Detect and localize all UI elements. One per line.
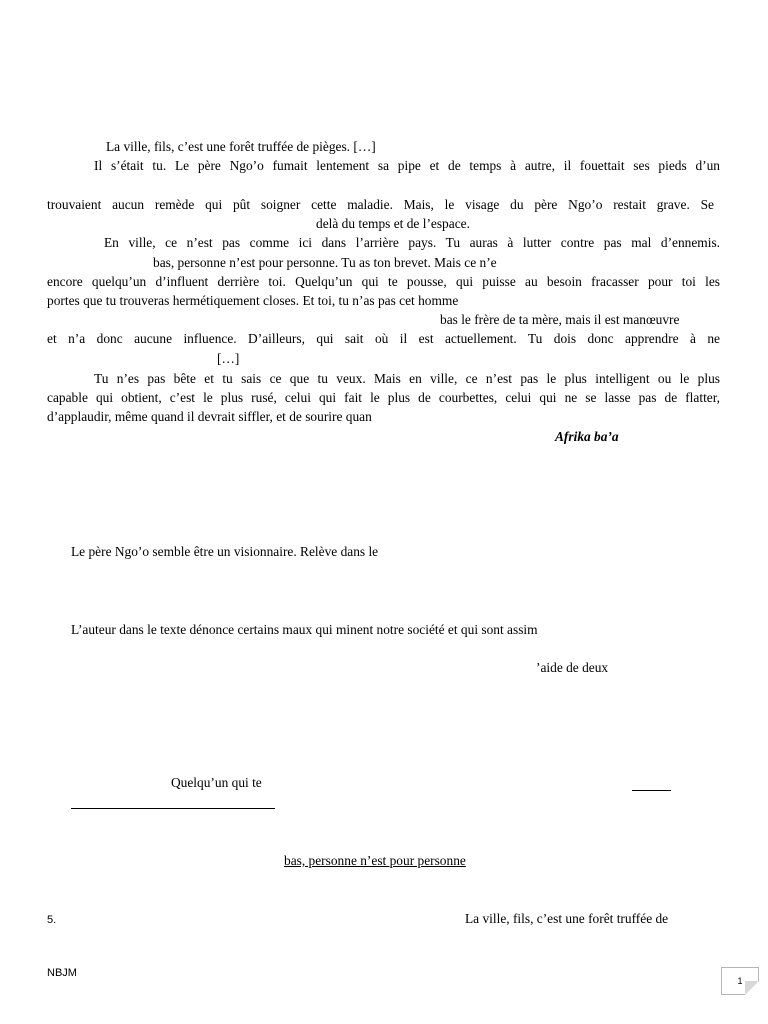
passage-line: d’applaudir, même quand il devrait siffler, et de sourire quan	[47, 409, 372, 424]
question-1: Le père Ngo’o semble être un visionnaire. Relève dans le	[71, 544, 379, 559]
passage-line: La ville, fils, c’est une forêt truffée de pièges. […]	[106, 139, 376, 154]
passage-line: bas, personne n’est pour personne. Tu as ton brevet. Mais ce n’e	[153, 255, 497, 270]
passage-line: En ville, ce n’est pas comme ici dans l’arrière pays. Tu auras à lutter contre pas mal d’ennemis.	[104, 235, 720, 250]
passage-line: trouvaient aucun remède qui pût soigner cette maladie. Mais, le visage du père Ngo’o restait grave. Se	[47, 197, 714, 212]
question-5-number: 5.	[47, 914, 57, 926]
passage-line: capable qui obtient, c’est le plus rusé, celui qui fait le plus de courbettes, celui qui ne se lasse pas de flatter,	[47, 390, 720, 405]
question-2-continuation: ’aide de deux	[536, 660, 609, 675]
passage-line: encore quelqu’un d’influent derrière toi. Quelqu’un qui te pousse, qui puisse au besoin fracasser pour toi les	[47, 274, 720, 289]
page-number: 1	[737, 976, 743, 986]
passage-line: et n’a donc aucune influence. D’ailleurs, qui sait où il est actuellement. Tu dois donc apprendre à ne	[47, 331, 720, 346]
passage-line: delà du temps et de l’espace.	[316, 216, 470, 231]
passage-line: Il s’était tu. Le père Ngo’o fumait lentement sa pipe et de temps à autre, il fouettait ses pieds d’un	[94, 158, 720, 173]
question-3: Quelqu’un qui te	[171, 775, 262, 790]
page-number-box	[721, 967, 759, 995]
question-5: La ville, fils, c’est une forêt truffée de	[465, 911, 669, 926]
passage-line: portes que tu trouveras hermétiquement closes. Et toi, tu n’as pas cet homme	[47, 293, 459, 308]
footer-label: NBJM	[47, 967, 77, 979]
answer-blank-line	[71, 808, 275, 809]
passage-source: Afrika ba’a	[555, 429, 619, 444]
passage-line: […]	[217, 351, 240, 366]
answer-blank-line	[632, 790, 671, 791]
question-4: bas, personne n’est pour personne	[284, 853, 466, 868]
page-fold-icon	[745, 981, 759, 995]
passage-line: bas le frère de ta mère, mais il est manœuvre	[440, 312, 680, 327]
question-2: L’auteur dans le texte dénonce certains maux qui minent notre société et qui sont assim	[71, 622, 538, 637]
passage-line: Tu n’es pas bête et tu sais ce que tu veux. Mais en ville, ce n’est pas le plus intelligent ou le plus	[94, 371, 720, 386]
